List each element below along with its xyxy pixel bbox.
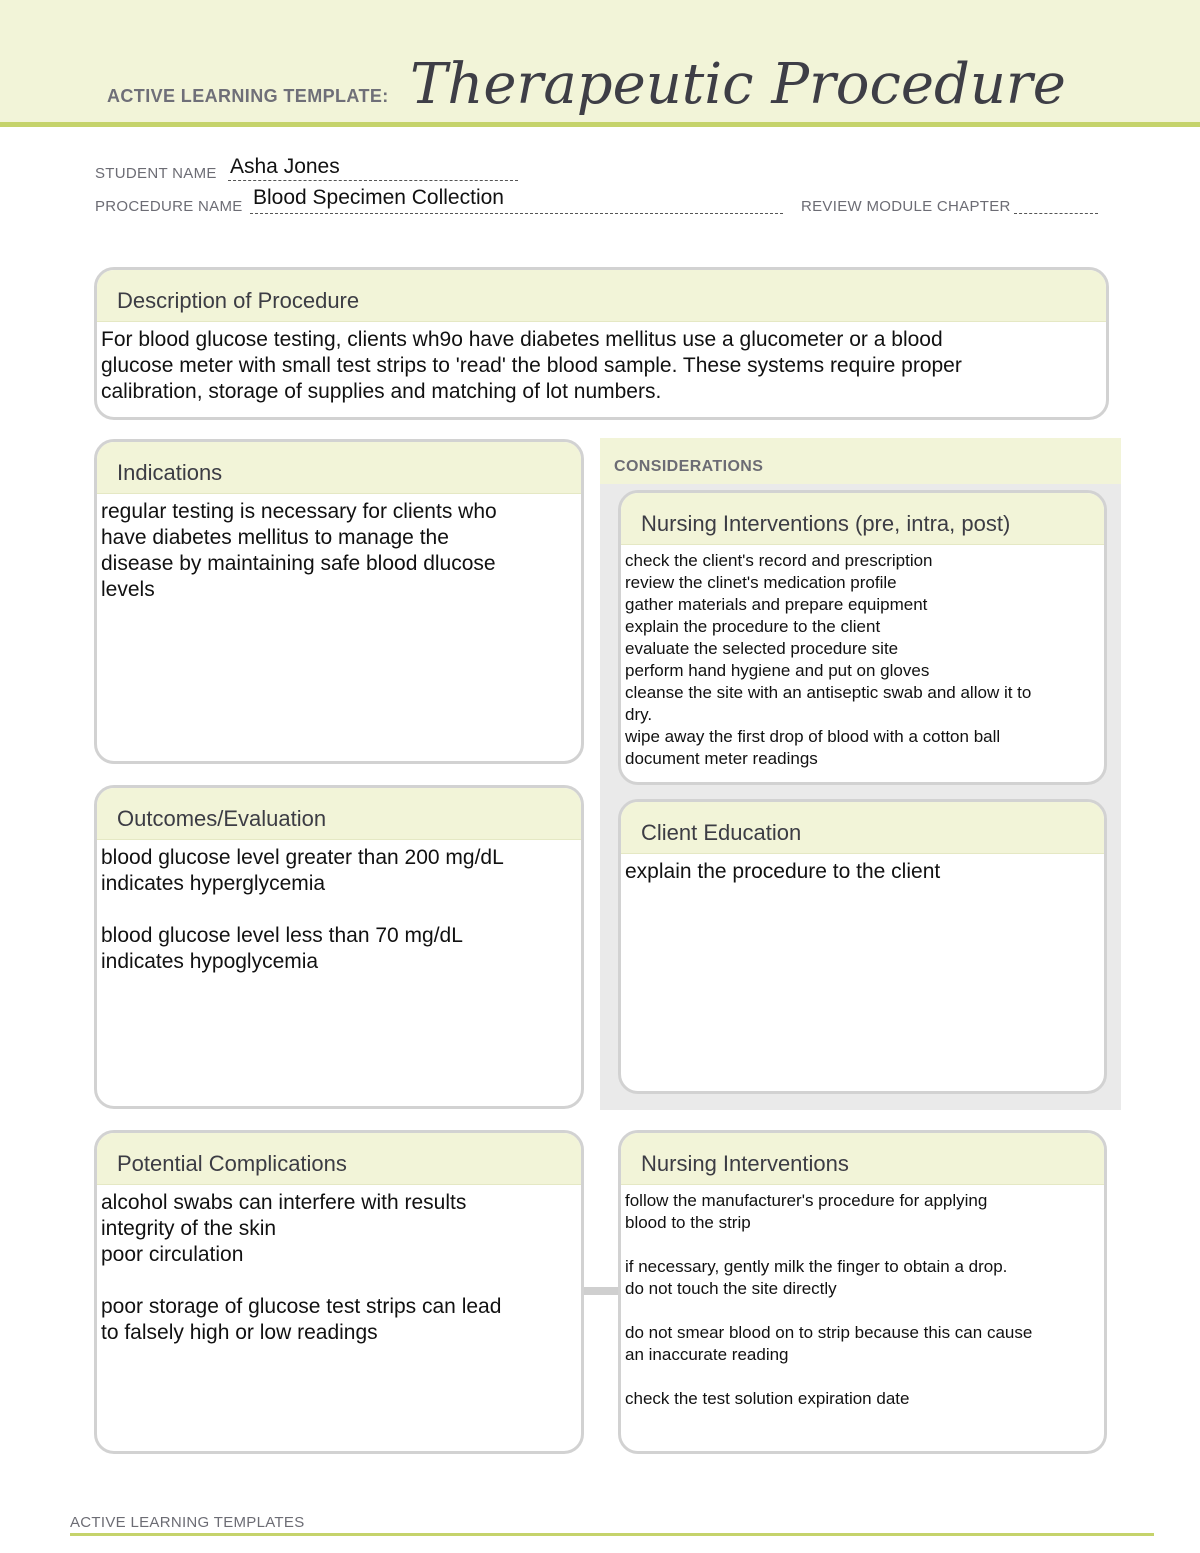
outcomes-line: blood glucose level less than 70 mg/dL <box>101 924 463 947</box>
page-title: Therapeutic Procedure <box>410 52 1066 117</box>
outcomes-line: indicates hypoglycemia <box>101 950 319 973</box>
nursing-interventions-card <box>618 1130 1107 1454</box>
nursing-line: an inaccurate reading <box>625 1345 789 1364</box>
student-name-value[interactable]: Asha Jones <box>230 155 340 178</box>
nursing-pre-line: gather materials and prepare equipment <box>625 595 928 614</box>
complications-line: to falsely high or low readings <box>101 1321 378 1344</box>
template-label: ACTIVE LEARNING TEMPLATE: <box>107 86 389 106</box>
nursing-pre-title: Nursing Interventions (pre, intra, post) <box>621 493 1104 545</box>
outcomes-line: blood glucose level greater than 200 mg/dL <box>101 846 504 869</box>
complications-body[interactable] <box>97 1185 581 1346</box>
indications-line: levels <box>101 578 155 601</box>
description-title: Description of Procedure <box>97 270 1106 322</box>
procedure-name-value[interactable]: Blood Specimen Collection <box>253 186 504 209</box>
indications-title: Indications <box>97 442 581 494</box>
description-line: calibration, storage of supplies and matching of lot numbers. <box>101 380 662 403</box>
description-body[interactable] <box>97 322 1106 405</box>
nursing-line: do not touch the site directly <box>625 1279 837 1298</box>
nursing-pre-line: cleanse the site with an antiseptic swab and allow it to <box>625 683 1032 702</box>
student-name-line <box>228 180 518 181</box>
outcomes-body[interactable] <box>97 840 581 975</box>
nursing-line: if necessary, gently milk the finger to obtain a drop. <box>625 1257 1008 1276</box>
description-line: glucose meter with small test strips to 'read' the blood sample. These systems require proper <box>101 354 962 377</box>
card-connector <box>584 1287 620 1295</box>
client-education-line: explain the procedure to the client <box>625 860 941 883</box>
footer-rule <box>70 1533 1154 1536</box>
nursing-pre-line: explain the procedure to the client <box>625 617 881 636</box>
indications-body[interactable] <box>97 494 581 603</box>
procedure-name-label: PROCEDURE NAME <box>95 198 243 215</box>
complications-line: poor storage of glucose test strips can lead <box>101 1295 502 1318</box>
nursing-line: check the test solution expiration date <box>625 1389 910 1408</box>
indications-line: have diabetes mellitus to manage the <box>101 526 449 549</box>
complications-line <box>101 1268 581 1294</box>
nursing-line: do not smear blood on to strip because this can cause <box>625 1323 1033 1342</box>
nursing-pre-line: evaluate the selected procedure site <box>625 639 899 658</box>
description-card <box>94 267 1109 420</box>
nursing-pre-line: wipe away the first drop of blood with a cotton ball <box>625 727 1001 746</box>
nursing-pre-card <box>618 490 1107 785</box>
footer-label: ACTIVE LEARNING TEMPLATES <box>70 1514 305 1531</box>
nursing-line: follow the manufacturer's procedure for applying <box>625 1191 988 1210</box>
nursing-interventions-body[interactable] <box>621 1185 1104 1410</box>
complications-line: integrity of the skin <box>101 1217 277 1240</box>
review-module-label: REVIEW MODULE CHAPTER <box>801 198 1011 215</box>
client-education-title: Client Education <box>621 802 1104 854</box>
indications-line: regular testing is necessary for clients who <box>101 500 497 523</box>
complications-title: Potential Complications <box>97 1133 581 1185</box>
complications-card <box>94 1130 584 1454</box>
outcomes-title: Outcomes/Evaluation <box>97 788 581 840</box>
outcomes-card <box>94 785 584 1109</box>
nursing-pre-line: check the client's record and prescription <box>625 551 933 570</box>
indications-line: disease by maintaining safe blood dlucose <box>101 552 496 575</box>
complications-line: alcohol swabs can interfere with results <box>101 1191 467 1214</box>
indications-card <box>94 439 584 764</box>
nursing-pre-body[interactable] <box>621 545 1104 770</box>
header-rule <box>0 122 1200 127</box>
client-education-body[interactable] <box>621 854 1104 885</box>
outcomes-line <box>101 897 581 923</box>
nursing-interventions-title: Nursing Interventions <box>621 1133 1104 1185</box>
nursing-pre-line: review the clinet's medication profile <box>625 573 897 592</box>
nursing-pre-line: dry. <box>625 705 653 724</box>
client-education-card <box>618 799 1107 1094</box>
nursing-line <box>625 1366 1104 1388</box>
complications-line: poor circulation <box>101 1243 244 1266</box>
considerations-label: CONSIDERATIONS <box>614 458 764 475</box>
procedure-name-line <box>250 213 783 214</box>
nursing-pre-line: perform hand hygiene and put on gloves <box>625 661 930 680</box>
student-name-label: STUDENT NAME <box>95 165 217 182</box>
nursing-line: blood to the strip <box>625 1213 751 1232</box>
nursing-line <box>625 1300 1104 1322</box>
description-line: For blood glucose testing, clients wh9o have diabetes mellitus use a glucometer or a blood <box>101 328 943 351</box>
review-module-line <box>1014 213 1098 214</box>
nursing-line <box>625 1234 1104 1256</box>
nursing-pre-line: document meter readings <box>625 749 818 768</box>
outcomes-line: indicates hyperglycemia <box>101 872 326 895</box>
